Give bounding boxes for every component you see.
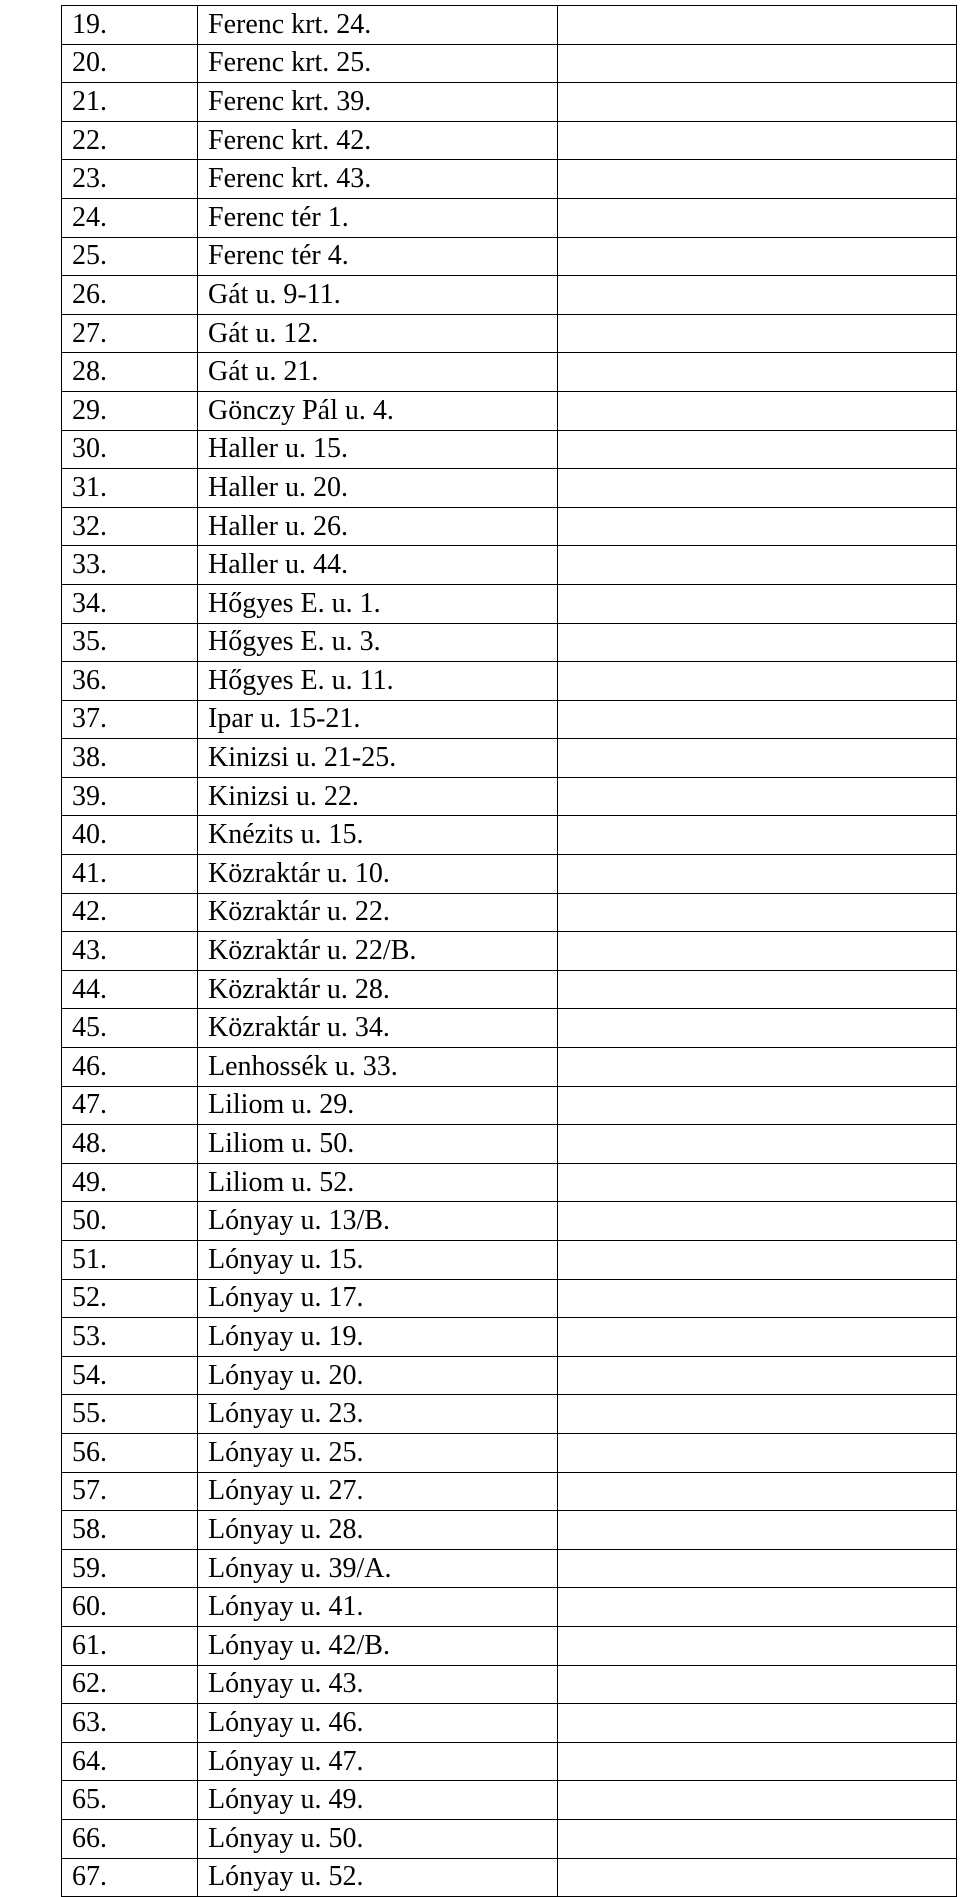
row-number-cell: 66. <box>62 1819 198 1858</box>
table-row <box>62 430 957 469</box>
address-cell: Közraktár u. 28. <box>198 970 558 1009</box>
address-cell: Lónyay u. 43. <box>198 1665 558 1704</box>
empty-cell <box>558 83 957 122</box>
table-row <box>62 855 957 894</box>
address-cell: Lónyay u. 46. <box>198 1704 558 1743</box>
table-row <box>62 739 957 778</box>
table-row <box>62 1819 957 1858</box>
empty-cell <box>558 1626 957 1665</box>
row-number-cell: 58. <box>62 1511 198 1550</box>
empty-cell <box>558 932 957 971</box>
row-number-cell: 50. <box>62 1202 198 1241</box>
empty-cell <box>558 276 957 315</box>
table-row <box>62 623 957 662</box>
row-number-cell: 52. <box>62 1279 198 1318</box>
row-number-cell: 41. <box>62 855 198 894</box>
row-number-cell: 29. <box>62 391 198 430</box>
empty-cell <box>558 1511 957 1550</box>
address-cell: Knézits u. 15. <box>198 816 558 855</box>
empty-cell <box>558 1241 957 1280</box>
address-cell: Lónyay u. 47. <box>198 1742 558 1781</box>
empty-cell <box>558 121 957 160</box>
address-cell: Közraktár u. 34. <box>198 1009 558 1048</box>
address-cell: Lónyay u. 27. <box>198 1472 558 1511</box>
row-number-cell: 61. <box>62 1626 198 1665</box>
table-row <box>62 1433 957 1472</box>
empty-cell <box>558 1858 957 1897</box>
table-row <box>62 932 957 971</box>
address-cell: Ferenc krt. 43. <box>198 160 558 199</box>
table-row <box>62 469 957 508</box>
empty-cell <box>558 1202 957 1241</box>
row-number-cell: 59. <box>62 1549 198 1588</box>
empty-cell <box>558 816 957 855</box>
table-row <box>62 1048 957 1087</box>
row-number-cell: 25. <box>62 237 198 276</box>
empty-cell <box>558 584 957 623</box>
table-row <box>62 1279 957 1318</box>
row-number-cell: 47. <box>62 1086 198 1125</box>
row-number-cell: 33. <box>62 546 198 585</box>
address-cell: Hőgyes E. u. 11. <box>198 662 558 701</box>
empty-cell <box>558 623 957 662</box>
address-cell: Haller u. 15. <box>198 430 558 469</box>
table-row <box>62 1356 957 1395</box>
empty-cell <box>558 1356 957 1395</box>
address-cell: Lónyay u. 13/B. <box>198 1202 558 1241</box>
empty-cell <box>558 391 957 430</box>
row-number-cell: 64. <box>62 1742 198 1781</box>
empty-cell <box>558 469 957 508</box>
row-number-cell: 22. <box>62 121 198 160</box>
table-row <box>62 1742 957 1781</box>
address-cell: Ferenc krt. 25. <box>198 44 558 83</box>
empty-cell <box>558 546 957 585</box>
table-row <box>62 1395 957 1434</box>
empty-cell <box>558 700 957 739</box>
table-row <box>62 121 957 160</box>
empty-cell <box>558 855 957 894</box>
table-row <box>62 507 957 546</box>
address-cell: Lónyay u. 50. <box>198 1819 558 1858</box>
row-number-cell: 19. <box>62 6 198 45</box>
empty-cell <box>558 44 957 83</box>
table-row <box>62 662 957 701</box>
address-cell: Ferenc krt. 42. <box>198 121 558 160</box>
row-number-cell: 51. <box>62 1241 198 1280</box>
address-cell: Haller u. 44. <box>198 546 558 585</box>
address-cell: Gönczy Pál u. 4. <box>198 391 558 430</box>
row-number-cell: 60. <box>62 1588 198 1627</box>
empty-cell <box>558 1819 957 1858</box>
row-number-cell: 26. <box>62 276 198 315</box>
table-row <box>62 1511 957 1550</box>
table-row <box>62 1472 957 1511</box>
address-cell: Lónyay u. 49. <box>198 1781 558 1820</box>
address-cell: Lónyay u. 23. <box>198 1395 558 1434</box>
address-cell: Haller u. 26. <box>198 507 558 546</box>
address-cell: Kinizsi u. 21-25. <box>198 739 558 778</box>
table-row <box>62 1086 957 1125</box>
empty-cell <box>558 1395 957 1434</box>
empty-cell <box>558 160 957 199</box>
address-cell: Kinizsi u. 22. <box>198 777 558 816</box>
row-number-cell: 28. <box>62 353 198 392</box>
address-cell: Liliom u. 50. <box>198 1125 558 1164</box>
row-number-cell: 48. <box>62 1125 198 1164</box>
address-cell: Lónyay u. 41. <box>198 1588 558 1627</box>
row-number-cell: 57. <box>62 1472 198 1511</box>
address-cell: Liliom u. 29. <box>198 1086 558 1125</box>
empty-cell <box>558 1163 957 1202</box>
empty-cell <box>558 1009 957 1048</box>
address-cell: Hőgyes E. u. 3. <box>198 623 558 662</box>
table-row <box>62 1163 957 1202</box>
table-row <box>62 1665 957 1704</box>
table-row <box>62 1704 957 1743</box>
empty-cell <box>558 6 957 45</box>
table-row <box>62 353 957 392</box>
address-table <box>61 5 957 1897</box>
row-number-cell: 24. <box>62 198 198 237</box>
row-number-cell: 62. <box>62 1665 198 1704</box>
row-number-cell: 39. <box>62 777 198 816</box>
table-row <box>62 970 957 1009</box>
table-row <box>62 893 957 932</box>
address-cell: Lónyay u. 42/B. <box>198 1626 558 1665</box>
row-number-cell: 45. <box>62 1009 198 1048</box>
row-number-cell: 38. <box>62 739 198 778</box>
empty-cell <box>558 1433 957 1472</box>
row-number-cell: 46. <box>62 1048 198 1087</box>
row-number-cell: 53. <box>62 1318 198 1357</box>
empty-cell <box>558 662 957 701</box>
row-number-cell: 20. <box>62 44 198 83</box>
address-cell: Liliom u. 52. <box>198 1163 558 1202</box>
table-row <box>62 1626 957 1665</box>
empty-cell <box>558 430 957 469</box>
address-cell: Ferenc krt. 24. <box>198 6 558 45</box>
address-cell: Lónyay u. 15. <box>198 1241 558 1280</box>
table-row <box>62 1318 957 1357</box>
address-cell: Lónyay u. 25. <box>198 1433 558 1472</box>
address-cell: Haller u. 20. <box>198 469 558 508</box>
row-number-cell: 30. <box>62 430 198 469</box>
address-cell: Lónyay u. 19. <box>198 1318 558 1357</box>
table-row <box>62 1241 957 1280</box>
table-row <box>62 314 957 353</box>
row-number-cell: 31. <box>62 469 198 508</box>
empty-cell <box>558 1279 957 1318</box>
empty-cell <box>558 1048 957 1087</box>
row-number-cell: 44. <box>62 970 198 1009</box>
empty-cell <box>558 1472 957 1511</box>
address-table-body <box>62 6 957 1897</box>
row-number-cell: 27. <box>62 314 198 353</box>
table-row <box>62 6 957 45</box>
row-number-cell: 34. <box>62 584 198 623</box>
address-cell: Hőgyes E. u. 1. <box>198 584 558 623</box>
address-cell: Ipar u. 15-21. <box>198 700 558 739</box>
table-row <box>62 276 957 315</box>
table-row <box>62 1125 957 1164</box>
address-cell: Lónyay u. 52. <box>198 1858 558 1897</box>
row-number-cell: 23. <box>62 160 198 199</box>
table-row <box>62 584 957 623</box>
address-cell: Közraktár u. 22. <box>198 893 558 932</box>
address-cell: Gát u. 12. <box>198 314 558 353</box>
address-cell: Ferenc krt. 39. <box>198 83 558 122</box>
empty-cell <box>558 1318 957 1357</box>
table-row <box>62 237 957 276</box>
empty-cell <box>558 893 957 932</box>
empty-cell <box>558 1742 957 1781</box>
empty-cell <box>558 353 957 392</box>
empty-cell <box>558 739 957 778</box>
address-cell: Lónyay u. 20. <box>198 1356 558 1395</box>
address-cell: Lónyay u. 17. <box>198 1279 558 1318</box>
table-row <box>62 83 957 122</box>
table-row <box>62 160 957 199</box>
empty-cell <box>558 1665 957 1704</box>
empty-cell <box>558 1125 957 1164</box>
empty-cell <box>558 1549 957 1588</box>
address-cell: Közraktár u. 22/B. <box>198 932 558 971</box>
address-cell: Gát u. 9-11. <box>198 276 558 315</box>
address-cell: Közraktár u. 10. <box>198 855 558 894</box>
table-row <box>62 44 957 83</box>
row-number-cell: 54. <box>62 1356 198 1395</box>
empty-cell <box>558 507 957 546</box>
row-number-cell: 56. <box>62 1433 198 1472</box>
table-row <box>62 1781 957 1820</box>
empty-cell <box>558 777 957 816</box>
row-number-cell: 32. <box>62 507 198 546</box>
empty-cell <box>558 970 957 1009</box>
row-number-cell: 42. <box>62 893 198 932</box>
table-row <box>62 198 957 237</box>
row-number-cell: 65. <box>62 1781 198 1820</box>
empty-cell <box>558 1781 957 1820</box>
row-number-cell: 67. <box>62 1858 198 1897</box>
row-number-cell: 40. <box>62 816 198 855</box>
empty-cell <box>558 198 957 237</box>
address-cell: Ferenc tér 4. <box>198 237 558 276</box>
empty-cell <box>558 237 957 276</box>
empty-cell <box>558 1704 957 1743</box>
table-row <box>62 1202 957 1241</box>
row-number-cell: 21. <box>62 83 198 122</box>
row-number-cell: 37. <box>62 700 198 739</box>
row-number-cell: 43. <box>62 932 198 971</box>
table-row <box>62 777 957 816</box>
row-number-cell: 36. <box>62 662 198 701</box>
table-row <box>62 816 957 855</box>
row-number-cell: 55. <box>62 1395 198 1434</box>
row-number-cell: 35. <box>62 623 198 662</box>
table-row <box>62 391 957 430</box>
address-cell: Lenhossék u. 33. <box>198 1048 558 1087</box>
row-number-cell: 63. <box>62 1704 198 1743</box>
empty-cell <box>558 1588 957 1627</box>
address-cell: Gát u. 21. <box>198 353 558 392</box>
address-cell: Lónyay u. 28. <box>198 1511 558 1550</box>
table-row <box>62 1549 957 1588</box>
empty-cell <box>558 1086 957 1125</box>
address-cell: Lónyay u. 39/A. <box>198 1549 558 1588</box>
empty-cell <box>558 314 957 353</box>
table-row <box>62 1009 957 1048</box>
table-row <box>62 546 957 585</box>
table-row <box>62 1588 957 1627</box>
table-row <box>62 1858 957 1897</box>
address-cell: Ferenc tér 1. <box>198 198 558 237</box>
table-row <box>62 700 957 739</box>
row-number-cell: 49. <box>62 1163 198 1202</box>
